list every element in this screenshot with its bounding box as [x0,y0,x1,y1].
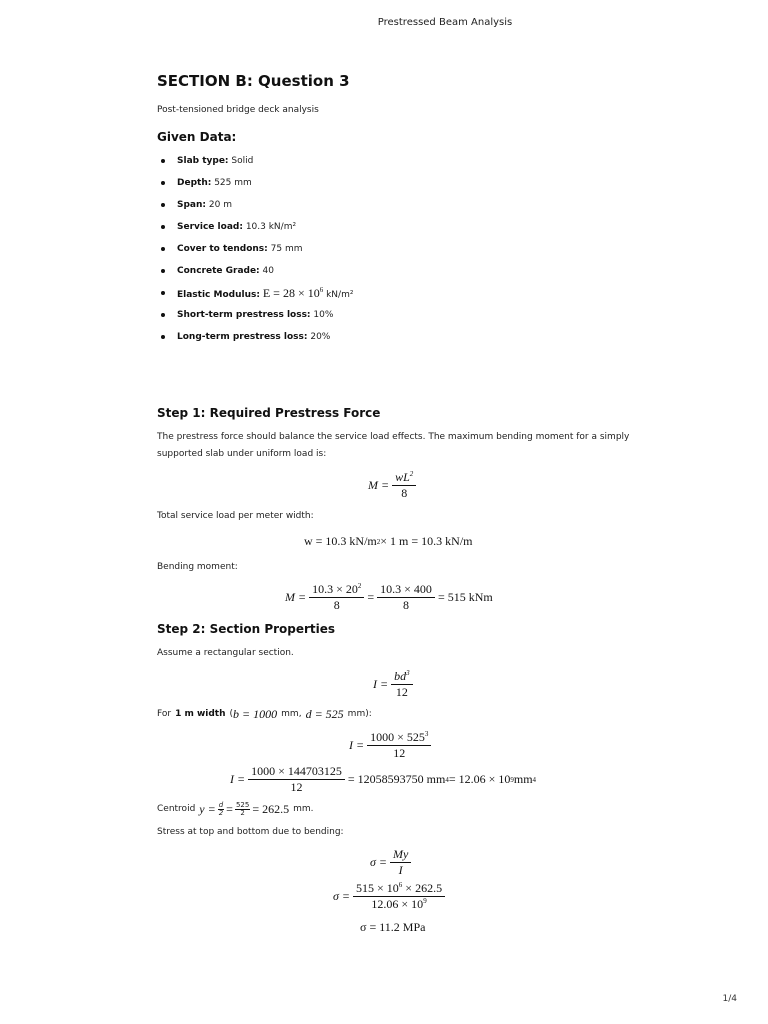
step1-paragraph-3: Bending moment: [157,562,238,572]
given-item-elastic-modulus: Elastic Modulus: $E = 28 \times 10^6$ kN/m² [157,282,353,304]
step2-stress-result: σ = 11.2 MPa [360,920,426,934]
given-data-heading: Given Data: [157,130,237,144]
given-item-span: Span: 20 m [157,194,353,216]
given-item-concrete-grade: Concrete Grade: 40 [157,260,353,282]
given-item-depth: Depth: 525 mm [157,172,353,194]
fraction: $\frac{wL^2}{8}$ [392,471,416,500]
step2-heading: Step 2: Section Properties [157,622,336,636]
step2-paragraph-1: Assume a rectangular section. [157,648,294,658]
step1-load-equation: w = 10.3 kN/m 2 × 1 m = 10.3 kN/m [304,534,473,548]
step2-stress-formula: σ = $\frac{My}{I}$ [370,848,414,877]
step2-stress-substitution: σ = $\frac{515 \times 10^6 \times 262.5}{12.06 \times 10^9}$ [333,882,448,911]
step1-paragraph-2: Total service load per meter width: [157,511,314,521]
step1-heading: Step 1: Required Prestress Force [157,406,381,420]
given-data-list [157,150,353,348]
given-item-cover: Cover to tendons: 75 mm [157,238,353,260]
step2-inertia-substitution: I = $\frac{1000 \times 525^3}{12}$ [349,731,434,760]
step2-inertia-result: I = $\frac{1000 \times 144703125}{12}$ = 12058593750 mm 4 = 12.06 × 10 9 mm 4 [230,764,537,794]
section-title: SECTION B: Question 3 [157,72,350,90]
step1-moment-formula: M = $\frac{wL^2}{8}$ [368,471,419,500]
page-number: 1/4 [722,994,737,1004]
given-item-slab-type: Slab type: Solid [157,150,353,172]
step2-inertia-formula: I = $\frac{bd^3}{12}$ [373,670,416,699]
given-item-long-term-loss: Long-term prestress loss: 20% [157,326,353,348]
elastic-modulus-math: $E = 28 \times 10^6$ [262,286,324,300]
section-subtitle: Post-tensioned bridge deck analysis [157,105,319,115]
step1-moment-calculation: M = $\frac{10.3 \times 20^2}{8}$ = $\frac{10.3 \times 400}{8}$ = 515 kNm [285,582,493,612]
given-item-short-term-loss: Short-term prestress loss: 10% [157,304,353,326]
step1-paragraph-1: The prestress force should balance the service load effects. The maximum bending moment for a simply supported slab under uniform load is: [157,432,630,459]
page-header-title: Prestressed Beam Analysis [377,17,513,28]
step2-centroid-line: Centroid y = $\frac{d}{2}$ = $\frac{525}{2}$ = 262.5 mm. [157,801,314,817]
given-item-service-load: Service load: 10.3 kN/m² [157,216,353,238]
step2-paragraph-4: Stress at top and bottom due to bending: [157,827,344,837]
step2-paragraph-2: For 1 m width ( b = 1000 mm, d = 525 mm): [157,707,372,721]
